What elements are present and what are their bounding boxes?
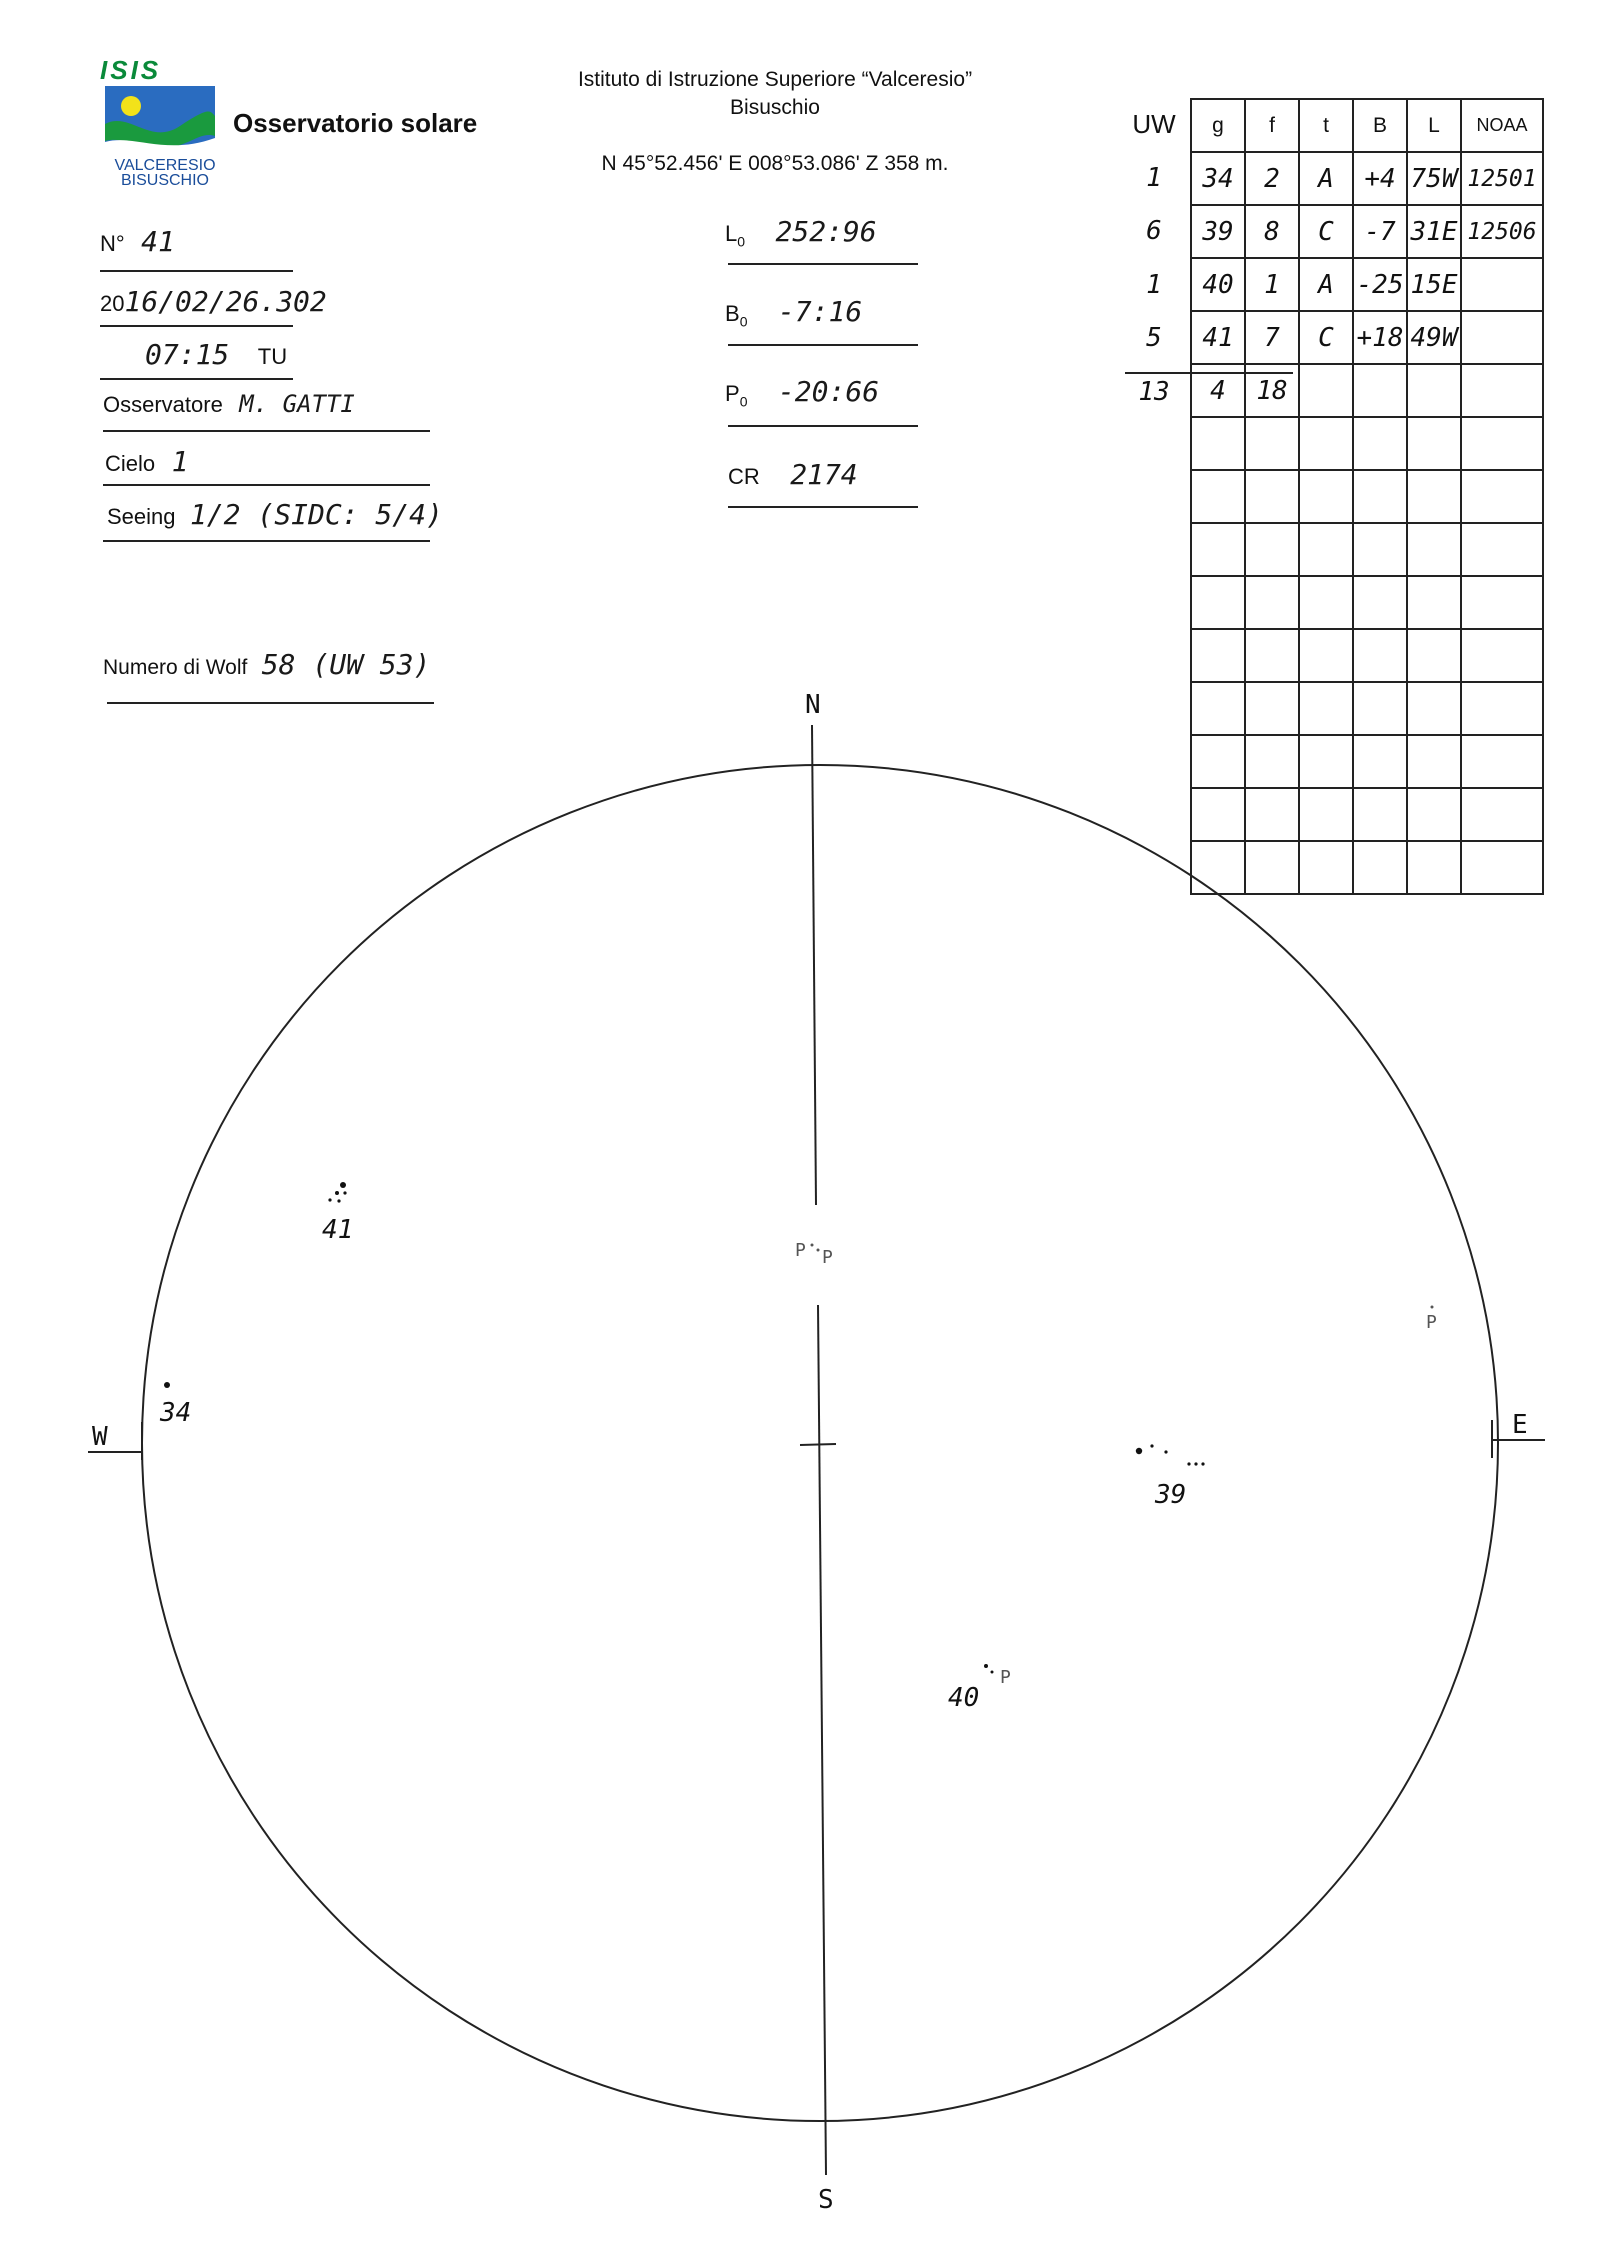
table-row bbox=[1191, 682, 1543, 735]
carrington-rotation bbox=[728, 458, 858, 491]
number-value: 41 bbox=[141, 225, 175, 258]
facula-mark: P bbox=[822, 1247, 833, 1268]
west-label: W bbox=[92, 1422, 108, 1452]
table-cell bbox=[1461, 364, 1543, 417]
cr-value: 2174 bbox=[790, 458, 858, 491]
uw-cell: 1 bbox=[1146, 162, 1162, 193]
table-cell: 75W bbox=[1407, 152, 1461, 205]
table-cell bbox=[1461, 311, 1543, 364]
wolf-number bbox=[103, 648, 430, 681]
b0-value: -7:16 bbox=[777, 295, 863, 328]
time-value: 07:15 bbox=[145, 338, 230, 371]
table-cell bbox=[1407, 417, 1461, 470]
table-cell bbox=[1245, 470, 1299, 523]
table-cell: 39 bbox=[1191, 205, 1245, 258]
table-cell bbox=[1461, 841, 1543, 894]
observer bbox=[103, 390, 355, 418]
uw-cell: 5 bbox=[1146, 323, 1162, 353]
table-cell bbox=[1353, 841, 1407, 894]
table-cell: +18 bbox=[1353, 311, 1407, 364]
facula-mark: P bbox=[1000, 1667, 1011, 1688]
logo-sub-line-2: BISUSCHIO bbox=[120, 172, 209, 189]
table-cell bbox=[1407, 629, 1461, 682]
table-cell bbox=[1245, 576, 1299, 629]
ephemeris-p0 bbox=[725, 375, 879, 409]
table-cell bbox=[1461, 629, 1543, 682]
table-cell bbox=[1191, 576, 1245, 629]
table-row bbox=[1191, 152, 1543, 205]
table-cell bbox=[1407, 470, 1461, 523]
table-cell bbox=[1299, 523, 1353, 576]
table-cell bbox=[1407, 576, 1461, 629]
logo-sun-wave-icon bbox=[105, 86, 215, 156]
table-cell bbox=[1461, 735, 1543, 788]
table-cell bbox=[1461, 258, 1543, 311]
table-cell bbox=[1461, 576, 1543, 629]
ephemeris-l0 bbox=[725, 215, 877, 249]
table-cell bbox=[1461, 470, 1543, 523]
table-cell: A bbox=[1299, 258, 1353, 311]
table-cell: 8 bbox=[1245, 205, 1299, 258]
table-cell bbox=[1299, 682, 1353, 735]
table-cell bbox=[1461, 788, 1543, 841]
date-value: 16/02/26.302 bbox=[124, 285, 327, 318]
table-cell bbox=[1299, 841, 1353, 894]
header-t: t bbox=[1299, 99, 1353, 152]
table-cell bbox=[1299, 364, 1353, 417]
number-label: N° bbox=[100, 231, 125, 256]
uw-cell: 1 bbox=[1146, 269, 1162, 300]
faculae-dots bbox=[811, 1244, 1434, 1309]
table-cell bbox=[1407, 364, 1461, 417]
table-cell bbox=[1353, 470, 1407, 523]
table-cell bbox=[1407, 735, 1461, 788]
ns-axis-upper bbox=[812, 725, 816, 1205]
observatory-title: Osservatorio solare bbox=[233, 108, 478, 138]
observation-date bbox=[100, 285, 327, 318]
site-coordinates: N 45°52.456' E 008°53.086' Z 358 m. bbox=[601, 152, 949, 175]
ephemeris-b0 bbox=[725, 295, 862, 329]
logo bbox=[100, 55, 230, 188]
date-prefix: 20 bbox=[100, 291, 125, 316]
south-label: S bbox=[818, 2185, 834, 2215]
group-label-40: 40 bbox=[948, 1683, 980, 1713]
table-cell bbox=[1407, 682, 1461, 735]
solar-disk bbox=[142, 765, 1498, 2121]
table-cell bbox=[1299, 576, 1353, 629]
seeing-value: 1/2 (SIDC: 5/4) bbox=[189, 498, 443, 531]
table-cell bbox=[1191, 735, 1245, 788]
center-cross-h bbox=[800, 1444, 836, 1445]
table-cell bbox=[1407, 523, 1461, 576]
header-f: f bbox=[1245, 99, 1299, 152]
table-row bbox=[1191, 735, 1543, 788]
cr-label: CR bbox=[728, 464, 760, 489]
table-cell: 2 bbox=[1245, 152, 1299, 205]
table-cell bbox=[1461, 417, 1543, 470]
logo-subtitle bbox=[100, 158, 230, 188]
table-cell bbox=[1191, 523, 1245, 576]
table-row bbox=[1191, 258, 1543, 311]
table-row bbox=[1191, 417, 1543, 470]
table-cell bbox=[1191, 629, 1245, 682]
east-label: E bbox=[1512, 1410, 1528, 1440]
table-cell: -25 bbox=[1353, 258, 1407, 311]
table-cell bbox=[1299, 470, 1353, 523]
table-cell bbox=[1353, 523, 1407, 576]
table-cell bbox=[1245, 682, 1299, 735]
table-cell bbox=[1245, 417, 1299, 470]
table-row bbox=[1191, 576, 1543, 629]
table-cell: 1 bbox=[1245, 258, 1299, 311]
table-row bbox=[1191, 311, 1543, 364]
group-40-spots bbox=[984, 1664, 994, 1674]
sky-label: Cielo bbox=[105, 451, 156, 476]
table-cell: 12501 bbox=[1461, 152, 1543, 205]
header-b: B bbox=[1353, 99, 1407, 152]
table-cell bbox=[1353, 576, 1407, 629]
time-unit: TU bbox=[257, 344, 288, 369]
header-noaa: NOAA bbox=[1461, 99, 1543, 152]
table-cell bbox=[1407, 788, 1461, 841]
table-cell: 49W bbox=[1407, 311, 1461, 364]
logo-sub-line-1: VALCERESIO bbox=[114, 157, 216, 174]
table-cell: 18 bbox=[1245, 364, 1299, 417]
uw-total: 13 bbox=[1138, 376, 1170, 407]
table-cell: 41 bbox=[1191, 311, 1245, 364]
north-label: N bbox=[805, 690, 821, 720]
table-cell bbox=[1245, 523, 1299, 576]
group-41-spots bbox=[328, 1182, 346, 1203]
table-cell bbox=[1191, 417, 1245, 470]
table-cell bbox=[1353, 682, 1407, 735]
sky-value: 1 bbox=[171, 445, 189, 478]
table-row bbox=[1191, 841, 1543, 894]
b0-label: $B_0$ bbox=[725, 301, 748, 330]
seeing-label: Seeing bbox=[107, 504, 176, 529]
group-label-41: 41 bbox=[322, 1215, 354, 1245]
table-row bbox=[1191, 788, 1543, 841]
observation-time bbox=[145, 338, 287, 371]
table-cell bbox=[1299, 629, 1353, 682]
table-cell bbox=[1461, 523, 1543, 576]
table-cell bbox=[1245, 629, 1299, 682]
table-cell: -7 bbox=[1353, 205, 1407, 258]
table-cell bbox=[1245, 841, 1299, 894]
table-cell bbox=[1353, 629, 1407, 682]
table-row bbox=[1191, 629, 1543, 682]
table-cell: 12506 bbox=[1461, 205, 1543, 258]
table-cell: C bbox=[1299, 311, 1353, 364]
table-cell bbox=[1299, 735, 1353, 788]
table-row bbox=[1191, 205, 1543, 258]
table-cell bbox=[1353, 364, 1407, 417]
institute-town: Bisuschio bbox=[730, 96, 820, 119]
table-row bbox=[1191, 364, 1543, 417]
table-cell bbox=[1353, 735, 1407, 788]
table-cell bbox=[1299, 417, 1353, 470]
observer-label: Osservatore bbox=[103, 392, 223, 417]
table-cell: 34 bbox=[1191, 152, 1245, 205]
group-39-spots bbox=[1136, 1444, 1205, 1465]
uw-header: UW bbox=[1132, 109, 1176, 139]
p0-value: -20:66 bbox=[777, 375, 880, 408]
institute-name: Istituto di Istruzione Superiore “Valceresio” bbox=[577, 68, 973, 91]
table-cell bbox=[1245, 735, 1299, 788]
table-cell: 40 bbox=[1191, 258, 1245, 311]
sky-condition bbox=[105, 445, 188, 478]
l0-label: $L_0$ bbox=[725, 221, 746, 250]
table-row bbox=[1191, 470, 1543, 523]
table-body bbox=[1191, 152, 1543, 894]
uw-cell: 6 bbox=[1146, 216, 1162, 246]
table-row bbox=[1191, 523, 1543, 576]
table-cell bbox=[1353, 788, 1407, 841]
p0-label: $P_0$ bbox=[725, 381, 748, 410]
table-cell: 4 bbox=[1191, 364, 1245, 417]
table-cell bbox=[1353, 417, 1407, 470]
header-l: L bbox=[1407, 99, 1461, 152]
table-cell bbox=[1191, 682, 1245, 735]
table-cell bbox=[1191, 841, 1245, 894]
table-cell bbox=[1407, 841, 1461, 894]
table-cell: +4 bbox=[1353, 152, 1407, 205]
ns-axis-lower bbox=[818, 1305, 826, 2175]
table-cell bbox=[1191, 788, 1245, 841]
group-label-34: 34 bbox=[160, 1398, 192, 1428]
table-cell bbox=[1191, 470, 1245, 523]
table-cell bbox=[1299, 788, 1353, 841]
groups-table bbox=[1190, 98, 1544, 895]
l0-value: 252:96 bbox=[775, 215, 877, 248]
table-cell bbox=[1461, 682, 1543, 735]
facula-mark: P bbox=[1426, 1312, 1437, 1333]
header-g: g bbox=[1191, 99, 1245, 152]
logo-text: ISIS bbox=[100, 55, 162, 85]
table-cell: 31E bbox=[1407, 205, 1461, 258]
table-cell: 7 bbox=[1245, 311, 1299, 364]
table-cell: C bbox=[1299, 205, 1353, 258]
uw-column bbox=[1128, 98, 1180, 419]
table-cell bbox=[1245, 788, 1299, 841]
table-cell: A bbox=[1299, 152, 1353, 205]
seeing bbox=[107, 498, 443, 531]
wolf-label: Numero di Wolf bbox=[103, 656, 248, 679]
table-header-row bbox=[1191, 99, 1543, 152]
group-label-39: 39 bbox=[1155, 1480, 1187, 1510]
group-34-spots bbox=[164, 1382, 170, 1388]
facula-mark: P bbox=[795, 1240, 806, 1261]
observation-number bbox=[100, 225, 175, 258]
observer-value: M. GATTI bbox=[239, 390, 355, 418]
wolf-value: 58 (UW 53) bbox=[261, 648, 431, 681]
table-cell: 15E bbox=[1407, 258, 1461, 311]
